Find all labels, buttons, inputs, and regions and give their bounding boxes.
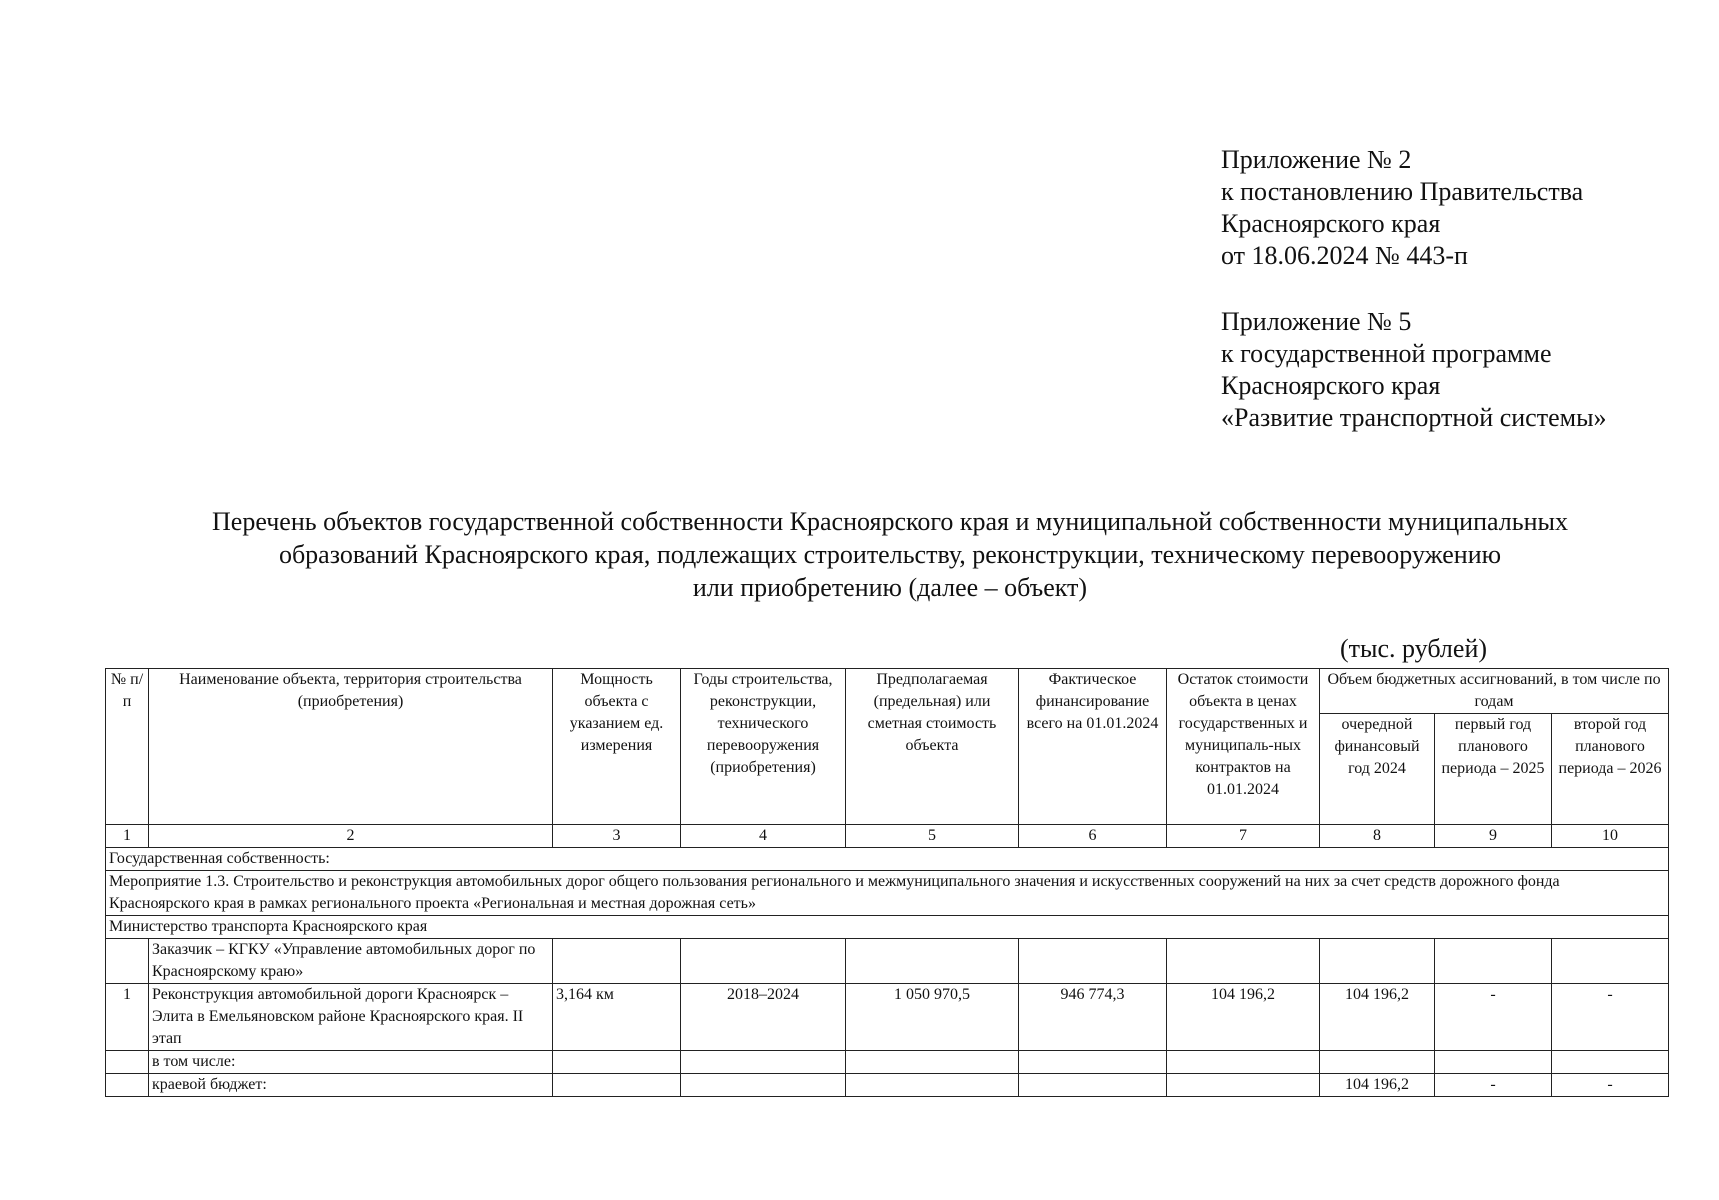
measure-text: Мероприятие 1.3. Строительство и реконструкция автомобильных дорог общего пользования регионального и межмуниципального значения и искусственных сооружений на них за счет средств дорожного фонда Красноярского края в рамках регионального проекта «Региональная и местная дорожная сеть» [106, 871, 1669, 916]
title-line: образований Красноярского края, подлежащих строительству, реконструкции, техническому перевооружению [278, 540, 1502, 569]
object-2024: 104 196,2 [1320, 984, 1435, 1051]
empty-cell [846, 939, 1019, 984]
object-row [106, 984, 1669, 1051]
col-name-header: Наименование объекта, территория строительства (приобретения) [149, 669, 553, 825]
column-number: 6 [1019, 825, 1167, 848]
regional-budget-2026: - [1552, 1074, 1669, 1097]
col-no-header: № п/п [106, 669, 149, 825]
empty-cell [1167, 1074, 1320, 1097]
col-years-header: Годы строительства, реконструкции, технического перевооружения (приобретения) [681, 669, 846, 825]
object-2025: - [1435, 984, 1552, 1051]
appendix-line: Красноярского края [1221, 209, 1441, 238]
table-header-row [106, 669, 1669, 714]
program-line: Красноярского края [1221, 371, 1441, 400]
unit-note: (тыс. рублей) [1340, 634, 1488, 663]
section-state-row [106, 848, 1669, 871]
empty-cell [1019, 1074, 1167, 1097]
column-number: 9 [1435, 825, 1552, 848]
empty-cell [106, 1074, 149, 1097]
appendix-line: Приложение № 2 [1221, 145, 1412, 174]
object-no: 1 [106, 984, 149, 1051]
object-cost: 1 050 970,5 [846, 984, 1019, 1051]
empty-cell [553, 1074, 681, 1097]
object-years: 2018–2024 [681, 984, 846, 1051]
empty-cell [681, 1074, 846, 1097]
empty-cell [1167, 1051, 1320, 1074]
empty-cell [1435, 1051, 1552, 1074]
empty-cell [1320, 939, 1435, 984]
appendix-header [1221, 144, 1691, 434]
empty-cell [846, 1051, 1019, 1074]
empty-cell [681, 1051, 846, 1074]
title-line: Перечень объектов государственной собственности Красноярского края и муниципальной собственности муниципальных [212, 507, 1568, 536]
empty-cell [1320, 1051, 1435, 1074]
title-line: или приобретению (далее – объект) [692, 573, 1088, 602]
appendix-line: к постановлению Правительства [1221, 177, 1584, 206]
col-2024-header: очередной финансовый год 2024 [1320, 714, 1435, 825]
col-2026-header: второй год планового периода – 2026 [1552, 714, 1669, 825]
ministry-row [106, 916, 1669, 939]
document-title [100, 505, 1680, 604]
header-gap [1221, 272, 1691, 306]
empty-cell [1167, 939, 1320, 984]
column-number: 8 [1320, 825, 1435, 848]
appendix-line: от 18.06.2024 № 443-п [1221, 241, 1468, 270]
column-number: 1 [106, 825, 149, 848]
measure-row [106, 871, 1669, 916]
empty-cell [681, 939, 846, 984]
empty-cell [106, 1051, 149, 1074]
empty-cell [1019, 939, 1167, 984]
objects-table [105, 668, 1669, 1097]
object-actual: 946 774,3 [1019, 984, 1167, 1051]
column-number: 2 [149, 825, 553, 848]
including-label: в том числе: [149, 1051, 553, 1074]
empty-cell [846, 1074, 1019, 1097]
col-capacity-header: Мощность объекта с указанием ед. измерения [553, 669, 681, 825]
empty-cell [1552, 939, 1669, 984]
empty-cell [553, 939, 681, 984]
column-numbers-row [106, 825, 1669, 848]
column-number: 3 [553, 825, 681, 848]
program-line: к государственной программе [1221, 339, 1552, 368]
empty-cell [1552, 1051, 1669, 1074]
regional-budget-2024: 104 196,2 [1320, 1074, 1435, 1097]
regional-budget-2025: - [1435, 1074, 1552, 1097]
budget-group-header: Объем бюджетных ассигнований, в том числе по годам [1320, 669, 1669, 714]
empty-cell [1019, 1051, 1167, 1074]
program-line: «Развитие транспортной системы» [1221, 403, 1607, 432]
col-cost-header: Предполагаемая (предельная) или сметная стоимость объекта [846, 669, 1019, 825]
section-state: Государственная собственность: [106, 848, 1669, 871]
column-number: 5 [846, 825, 1019, 848]
col-remaining-header: Остаток стоимости объекта в ценах государственных и муниципаль-ных контрактов на 01.01.2024 [1167, 669, 1320, 825]
column-number: 10 [1552, 825, 1669, 848]
object-capacity: 3,164 км [553, 984, 681, 1051]
empty-cell [106, 939, 149, 984]
object-2026: - [1552, 984, 1669, 1051]
col-2025-header: первый год планового периода – 2025 [1435, 714, 1552, 825]
regional-budget-label: краевой бюджет: [149, 1074, 553, 1097]
customer-row [106, 939, 1669, 984]
including-row [106, 1051, 1669, 1074]
column-number: 4 [681, 825, 846, 848]
regional-budget-row [106, 1074, 1669, 1097]
empty-cell [1435, 939, 1552, 984]
ministry-name: Министерство транспорта Красноярского края [106, 916, 1669, 939]
program-line: Приложение № 5 [1221, 307, 1412, 336]
object-remaining: 104 196,2 [1167, 984, 1320, 1051]
column-number: 7 [1167, 825, 1320, 848]
col-actual-header: Фактическое финансирование всего на 01.01.2024 [1019, 669, 1167, 825]
object-name: Реконструкция автомобильной дороги Красноярск – Элита в Емельяновском районе Красноярского края. II этап [149, 984, 553, 1051]
empty-cell [553, 1051, 681, 1074]
customer-name: Заказчик – КГКУ «Управление автомобильных дорог по Красноярскому краю» [149, 939, 553, 984]
